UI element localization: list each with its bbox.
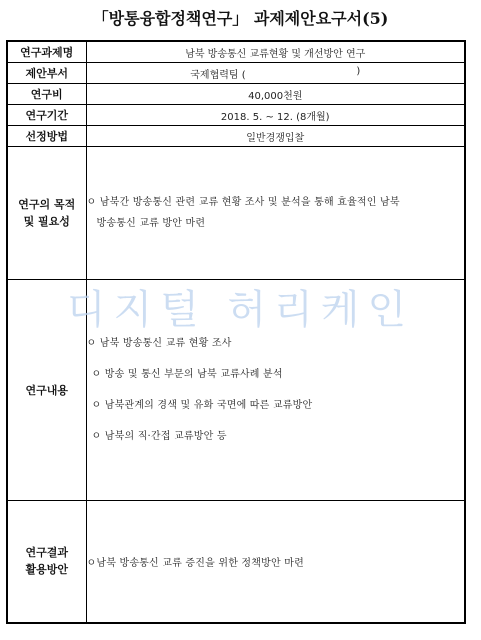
purpose-text-line2: 방송통신 교류 방안 마련 bbox=[96, 218, 206, 229]
project-name-label: 연구과제명 bbox=[7, 41, 86, 63]
result-label-line1: 연구결과 bbox=[25, 546, 68, 560]
budget-label: 연구비 bbox=[7, 84, 86, 105]
content-items bbox=[87, 337, 465, 444]
department-value bbox=[86, 63, 465, 84]
purpose-text-line1: ㅇ 남북간 방송통신 관련 교류 현황 조사 및 분석을 통해 효율적인 남북 bbox=[86, 197, 400, 208]
result-label-line2: 활용방안 bbox=[25, 563, 68, 577]
list-item: ㅇ 남북의 직·간접 교류방안 등 bbox=[91, 430, 227, 442]
result-content: ㅇ남북 방송통신 교류 증진을 위한 정책방안 마련 bbox=[86, 501, 465, 623]
department-label: 제안부서 bbox=[7, 63, 86, 84]
budget-value: 40,000천원 bbox=[86, 84, 465, 105]
department-prefix: 국제협력팀 ( bbox=[190, 69, 246, 81]
row-purpose bbox=[7, 147, 465, 280]
row-department bbox=[7, 63, 465, 84]
list-item: ㅇ 방송 및 통신 부문의 남북 교류사례 분석 bbox=[91, 368, 283, 380]
department-suffix: ) bbox=[356, 65, 361, 77]
purpose-label bbox=[7, 147, 86, 280]
purpose-label-line2: 및 필요성 bbox=[23, 215, 70, 228]
row-period bbox=[7, 105, 465, 126]
content-list bbox=[86, 280, 465, 501]
document-title: 「방통융합정책연구」 과제제안요구서(5) bbox=[92, 9, 389, 28]
proposal-table bbox=[6, 40, 466, 624]
period-value: 2018. 5. ~ 12. (8개월) bbox=[86, 105, 465, 126]
list-item: ㅇ 남북관계의 경색 및 유화 국면에 따른 교류방안 bbox=[91, 399, 313, 411]
selection-value: 일반경쟁입찰 bbox=[86, 126, 465, 147]
result-label bbox=[7, 501, 86, 623]
period-label: 연구기간 bbox=[7, 105, 86, 126]
purpose-content bbox=[86, 147, 465, 280]
row-content bbox=[7, 280, 465, 501]
row-result bbox=[7, 501, 465, 623]
project-name-value: 남북 방송통신 교류현황 및 개선방안 연구 bbox=[86, 41, 465, 63]
department-paren bbox=[190, 66, 360, 81]
row-selection bbox=[7, 126, 465, 147]
list-item: ㅇ 남북 방송통신 교류 현황 조사 bbox=[86, 337, 232, 349]
row-budget bbox=[7, 84, 465, 105]
row-project-name bbox=[7, 41, 465, 63]
content-label: 연구내용 bbox=[7, 280, 86, 501]
purpose-label-line1: 연구의 목적 bbox=[18, 198, 76, 211]
watermark: 디지털 허리케인 bbox=[66, 287, 415, 333]
selection-label: 선정방법 bbox=[7, 126, 86, 147]
